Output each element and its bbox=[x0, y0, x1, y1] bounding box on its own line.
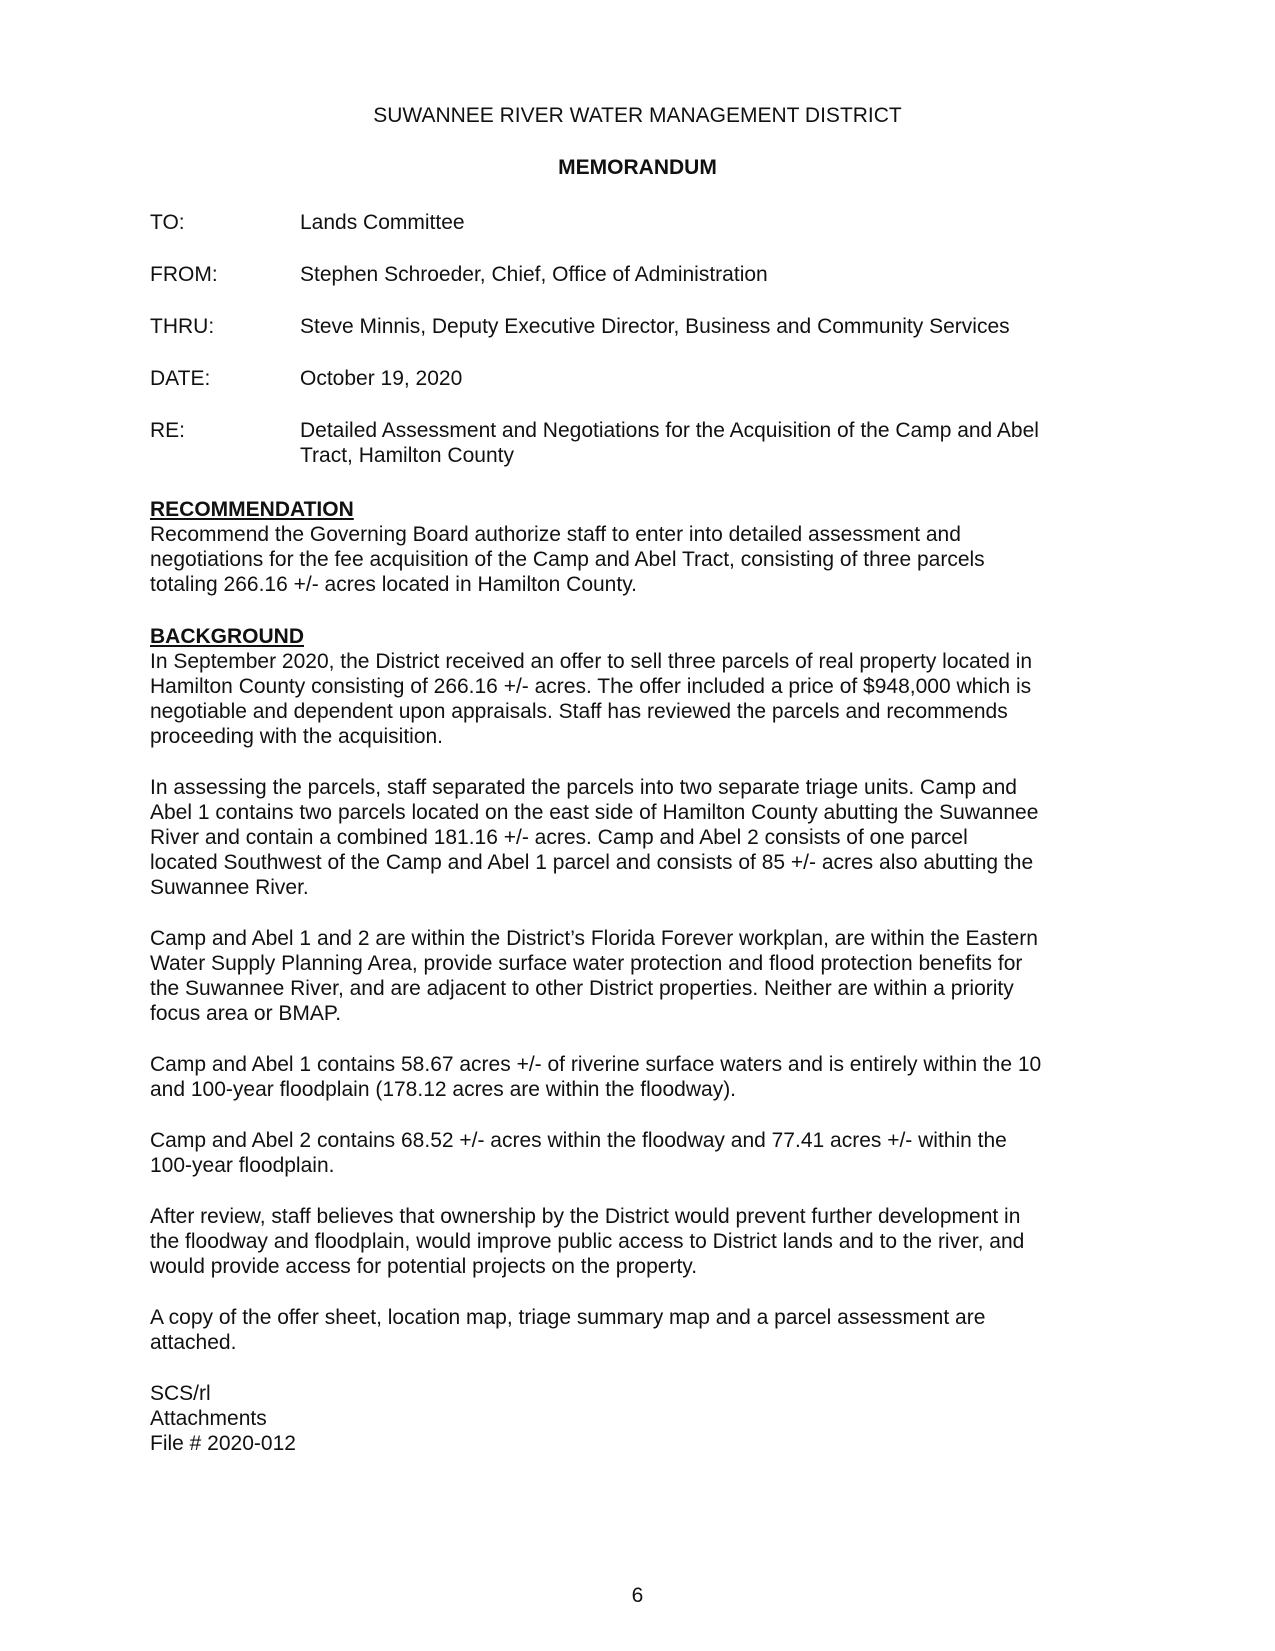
re-line: Detailed Assessment and Negotiations for the Acquisition of the Camp and Abel bbox=[300, 419, 1039, 442]
background-paragraph bbox=[150, 926, 1130, 1026]
date-label: DATE: bbox=[150, 367, 211, 390]
text-line: A copy of the offer sheet, location map, triage summary map and a parcel assessment are bbox=[150, 1306, 986, 1329]
text-line: Suwannee River. bbox=[150, 876, 309, 899]
recommendation-heading: RECOMMENDATION bbox=[150, 498, 354, 521]
to-label: TO: bbox=[150, 211, 185, 234]
re-label: RE: bbox=[150, 419, 186, 442]
background-paragraph bbox=[150, 1128, 1130, 1178]
text-line: the floodway and floodplain, would improve public access to District lands and to the river, and bbox=[150, 1230, 1025, 1253]
text-line: In September 2020, the District received an offer to sell three parcels of real property located in bbox=[150, 650, 1033, 673]
text-line: and 100-year floodplain (178.12 acres are within the floodway). bbox=[150, 1078, 737, 1101]
text-line: Recommend the Governing Board authorize staff to enter into detailed assessment and bbox=[150, 523, 961, 546]
background-paragraph bbox=[150, 775, 1130, 900]
text-line: negotiable and dependent upon appraisals. Staff has reviewed the parcels and recommends bbox=[150, 700, 1008, 723]
background-paragraph bbox=[150, 649, 1130, 749]
text-line: Camp and Abel 2 contains 68.52 +/- acres within the floodway and 77.41 acres +/- within the bbox=[150, 1129, 1007, 1152]
text-line: 100-year floodplain. bbox=[150, 1154, 335, 1177]
text-line: totaling 266.16 +/- acres located in Hamilton County. bbox=[150, 573, 637, 596]
thru-label: THRU: bbox=[150, 315, 215, 338]
text-line: would provide access for potential projects on the property. bbox=[150, 1255, 698, 1278]
text-line: located Southwest of the Camp and Abel 1 parcel and consists of 85 +/- acres also abutting the bbox=[150, 851, 1034, 874]
text-line: Camp and Abel 1 and 2 are within the District’s Florida Forever workplan, are within the Eastern bbox=[150, 927, 1038, 950]
page-number: 6 bbox=[631, 1584, 644, 1607]
text-line: the Suwannee River, and are adjacent to other District properties. Neither are within a priority bbox=[150, 977, 1014, 1000]
re-line: Tract, Hamilton County bbox=[300, 444, 514, 467]
background-paragraph bbox=[150, 1305, 1130, 1355]
from-label: FROM: bbox=[150, 263, 218, 286]
text-line: After review, staff believes that ownership by the District would prevent further development in bbox=[150, 1205, 1021, 1228]
text-line: attached. bbox=[150, 1331, 237, 1354]
text-line: Water Supply Planning Area, provide surface water protection and flood protection benefits for bbox=[150, 952, 1023, 975]
closing-block bbox=[150, 1381, 1130, 1456]
background-heading: BACKGROUND bbox=[150, 625, 304, 648]
text-line: Camp and Abel 1 contains 58.67 acres +/- of riverine surface waters and is entirely within the 10 bbox=[150, 1053, 1042, 1076]
to-value: Lands Committee bbox=[300, 211, 465, 234]
text-line: proceeding with the acquisition. bbox=[150, 725, 444, 748]
date-value: October 19, 2020 bbox=[300, 367, 463, 390]
background-paragraph bbox=[150, 1204, 1130, 1279]
thru-value: Steve Minnis, Deputy Executive Director, Business and Community Services bbox=[300, 315, 1010, 338]
memo-title: MEMORANDUM bbox=[558, 156, 717, 179]
re-value bbox=[300, 418, 1275, 468]
author-initials: SCS/rl bbox=[150, 1382, 211, 1405]
text-line: River and contain a combined 181.16 +/- acres. Camp and Abel 2 consists of one parcel bbox=[150, 826, 968, 849]
file-number: File # 2020-012 bbox=[150, 1432, 296, 1455]
text-line: focus area or BMAP. bbox=[150, 1002, 342, 1025]
from-value: Stephen Schroeder, Chief, Office of Administration bbox=[300, 263, 768, 286]
recommendation-paragraph bbox=[150, 522, 1130, 597]
text-line: In assessing the parcels, staff separated the parcels into two separate triage units. Camp and bbox=[150, 776, 1017, 799]
background-paragraph bbox=[150, 1052, 1130, 1102]
text-line: Abel 1 contains two parcels located on the east side of Hamilton County abutting the Suwannee bbox=[150, 801, 1039, 824]
text-line: Hamilton County consisting of 266.16 +/- acres. The offer included a price of $948,000 which is bbox=[150, 675, 1032, 698]
organization-name: SUWANNEE RIVER WATER MANAGEMENT DISTRICT bbox=[373, 104, 902, 127]
text-line: negotiations for the fee acquisition of the Camp and Abel Tract, consisting of three parcels bbox=[150, 548, 985, 571]
memo-body bbox=[150, 497, 1130, 1456]
attachments-note: Attachments bbox=[150, 1407, 267, 1430]
